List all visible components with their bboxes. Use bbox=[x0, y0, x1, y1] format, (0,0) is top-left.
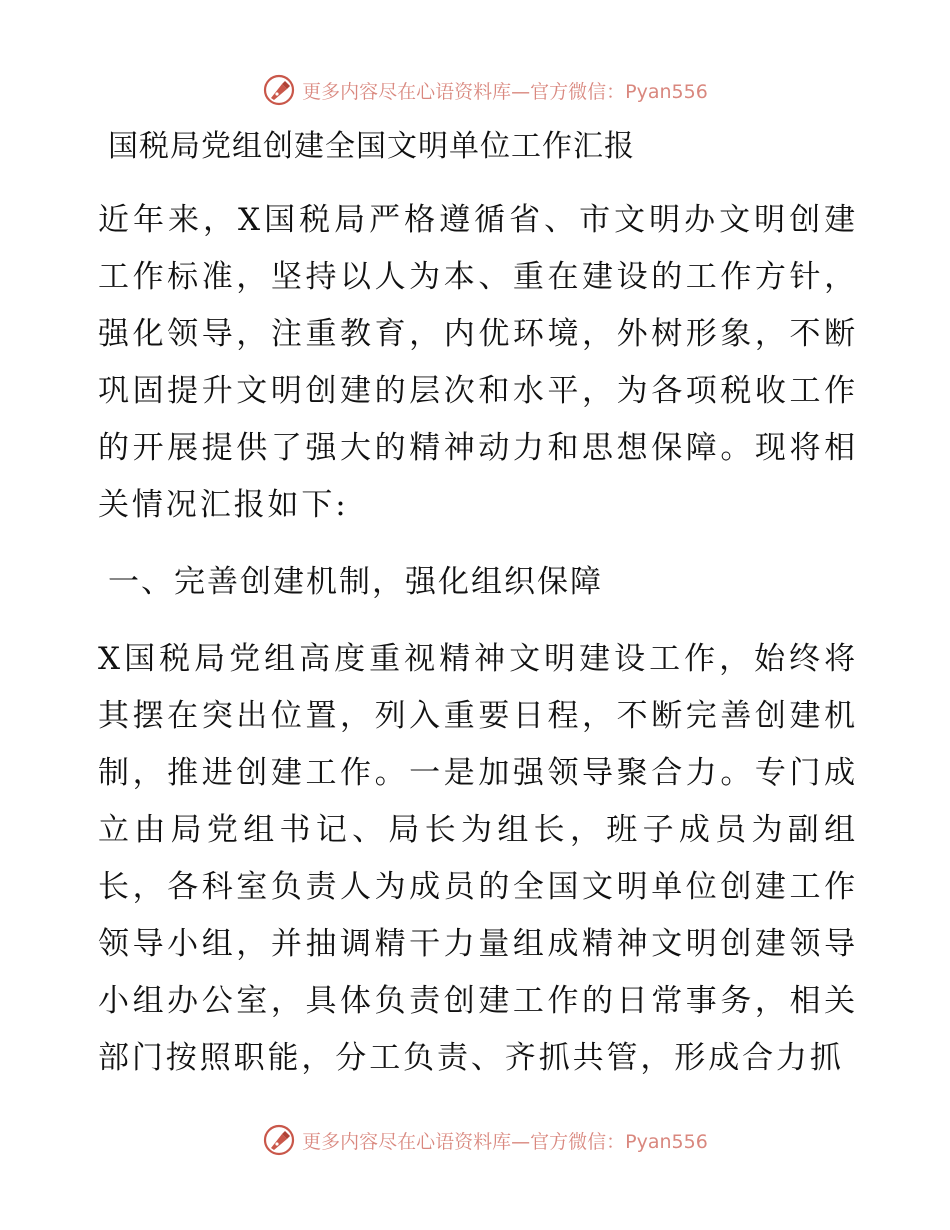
footer-watermark bbox=[0, 1120, 950, 1160]
section-paragraph: X国税局党组高度重视精神文明建设工作，始终将其摆在突出位置，列入重要日程，不断完善创建机制，推进创建工作。一是加强领导聚合力。专门成立由局党组书记、局长为组长，班子成员为副组长，各科室负责人为成员的全国文明单位创建工作领导小组，并抽调精干力量组成精神文明创建领导小组办公室，具体负责创建工作的日常事务，相关部门按照职能，分工负责、齐抓共管，形成合力抓 bbox=[98, 641, 858, 1076]
pen-nib-icon bbox=[262, 1123, 296, 1157]
header-watermark bbox=[0, 70, 950, 110]
intro-paragraph: 近年来，X国税局严格遵循省、市文明办文明创建工作标准，坚持以人为本、重在建设的工作方针，强化领导，注重教育，内优环境，外树形象，不断巩固提升文明创建的层次和水平，为各项税收工作的开展提供了强大的精神动力和思想保障。现将相关情况汇报如下: bbox=[98, 202, 858, 523]
watermark-group bbox=[262, 1123, 708, 1157]
watermark-text: 更多内容尽在心语资料库—官方微信：Pyan556 bbox=[302, 80, 708, 103]
document-body bbox=[98, 122, 858, 1087]
watermark-group bbox=[262, 73, 708, 107]
section-heading: 一、完善创建机制，强化组织保障 bbox=[108, 564, 603, 600]
document-title: 国税局党组创建全国文明单位工作汇报 bbox=[108, 129, 635, 164]
watermark-text: 更多内容尽在心语资料库—官方微信：Pyan556 bbox=[302, 1130, 708, 1153]
pen-nib-icon bbox=[262, 73, 296, 107]
